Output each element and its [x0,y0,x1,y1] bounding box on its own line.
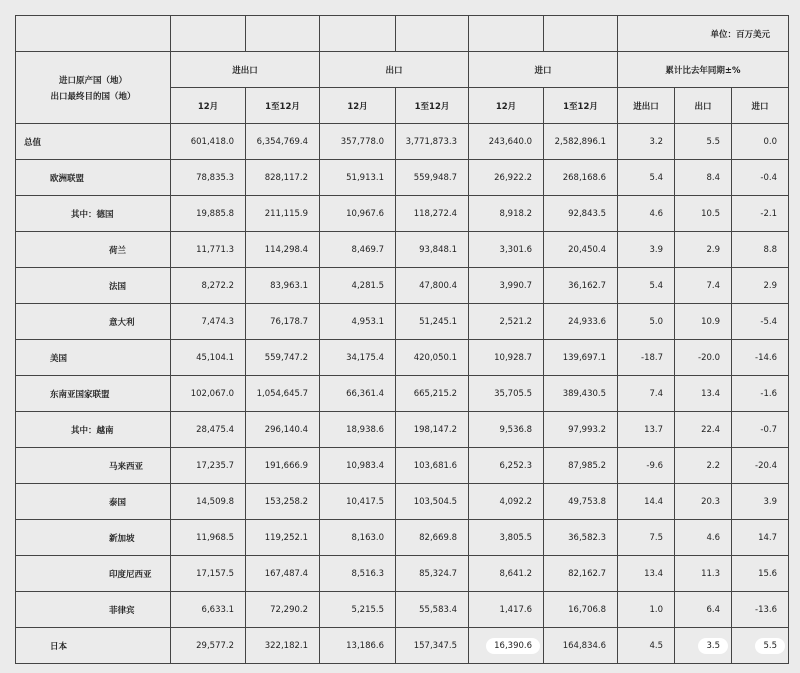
row-name: 日本 [16,628,171,664]
table-cell: 3,990.7 [469,268,544,304]
table-row [16,628,789,664]
table-cell: 8,918.2 [469,196,544,232]
table-cell: 7.4 [618,376,675,412]
unit-row [16,16,789,52]
table-cell: 8,641.2 [469,556,544,592]
table-cell: 36,162.7 [544,268,618,304]
table-row [16,196,789,232]
table-cell: 7.4 [675,268,732,304]
table-cell: -9.6 [618,448,675,484]
table-cell: 118,272.4 [396,196,469,232]
table-cell: -5.4 [732,304,789,340]
table-cell: 6,252.3 [469,448,544,484]
table-cell: 7,474.3 [171,304,246,340]
row-name: 新加坡 [16,520,171,556]
table-cell: 29,577.2 [171,628,246,664]
table-cell: 76,178.7 [246,304,320,340]
row-name: 其中：越南 [16,412,171,448]
table-cell: 2.2 [675,448,732,484]
table-cell: 20,450.4 [544,232,618,268]
table-cell: 72,290.2 [246,592,320,628]
table-row [16,160,789,196]
group-header-export: 出口 [320,52,469,88]
table-cell: 13.4 [675,376,732,412]
table-cell: 45,104.1 [171,340,246,376]
table-cell: -20.0 [675,340,732,376]
table-cell: 119,252.1 [246,520,320,556]
table-cell: 11,968.5 [171,520,246,556]
table-cell: -20.4 [732,448,789,484]
sub-header: 1至12月 [396,88,469,124]
table-cell: 2.9 [732,268,789,304]
table-cell [675,628,732,664]
table-cell: -13.6 [732,592,789,628]
table-cell: 10,983.4 [320,448,396,484]
table-cell: 198,147.2 [396,412,469,448]
row-name: 印度尼西亚 [16,556,171,592]
row-name: 马来西亚 [16,448,171,484]
table-cell: 8.4 [675,160,732,196]
table-cell: 6,354,769.4 [246,124,320,160]
table-cell: 93,848.1 [396,232,469,268]
table-cell: 83,963.1 [246,268,320,304]
table-cell: 157,347.5 [396,628,469,664]
table-cell: 10.9 [675,304,732,340]
table-cell: 10,928.7 [469,340,544,376]
table-cell: 268,168.6 [544,160,618,196]
table-cell: 13.4 [618,556,675,592]
table-cell: 211,115.9 [246,196,320,232]
table-cell: 9,536.8 [469,412,544,448]
table-cell: 22.4 [675,412,732,448]
table-cell: 8,469.7 [320,232,396,268]
table-cell: 6.4 [675,592,732,628]
table-row [16,448,789,484]
table-cell: 6,633.1 [171,592,246,628]
table-cell: 11.3 [675,556,732,592]
table-cell: 1.0 [618,592,675,628]
table-cell [732,628,789,664]
table-cell: 4.6 [618,196,675,232]
table-cell: 4,092.2 [469,484,544,520]
table-cell: 828,117.2 [246,160,320,196]
table-cell: -14.6 [732,340,789,376]
group-header-import: 进口 [469,52,618,88]
table-cell: -0.4 [732,160,789,196]
table-cell: 3.9 [618,232,675,268]
table-row [16,412,789,448]
table-cell: 14,509.8 [171,484,246,520]
table-cell: 8,272.2 [171,268,246,304]
table-cell: -2.1 [732,196,789,232]
table-cell: 92,843.5 [544,196,618,232]
table-cell: 24,933.6 [544,304,618,340]
row-name: 泰国 [16,484,171,520]
table-cell: 114,298.4 [246,232,320,268]
table-cell: 2.9 [675,232,732,268]
table-cell: -18.7 [618,340,675,376]
sub-header: 出口 [675,88,732,124]
table-cell: 78,835.3 [171,160,246,196]
table-cell: 11,771.3 [171,232,246,268]
table-cell: 3,301.6 [469,232,544,268]
table-cell: 51,245.1 [396,304,469,340]
table-cell: 51,913.1 [320,160,396,196]
table-cell: 10.5 [675,196,732,232]
row-label-import: 进口原产国（地） [58,75,127,86]
table-row [16,232,789,268]
row-name: 总值 [16,124,171,160]
table-cell: 4,281.5 [320,268,396,304]
table-cell: 4.5 [618,628,675,664]
table-cell: 167,487.4 [246,556,320,592]
table-cell: 559,747.2 [246,340,320,376]
table-cell: 243,640.0 [469,124,544,160]
table-cell: 34,175.4 [320,340,396,376]
table-cell: 164,834.6 [544,628,618,664]
table-cell: 1,417.6 [469,592,544,628]
table-cell: 14.7 [732,520,789,556]
sub-header: 1至12月 [246,88,320,124]
table-cell: 3,805.5 [469,520,544,556]
table-cell: 3,771,873.3 [396,124,469,160]
sub-header: 12月 [320,88,396,124]
table-cell: 8,516.3 [320,556,396,592]
table-row [16,592,789,628]
table-cell: 10,417.5 [320,484,396,520]
table-cell: 20.3 [675,484,732,520]
sub-header: 12月 [171,88,246,124]
row-label-header [16,52,171,124]
table-row [16,124,789,160]
sub-header: 1至12月 [544,88,618,124]
group-header-yoy: 累计比去年同期±% [618,52,789,88]
table-cell: 153,258.2 [246,484,320,520]
table-cell: 601,418.0 [171,124,246,160]
table-cell: 47,800.4 [396,268,469,304]
table-row [16,556,789,592]
table-cell: 17,157.5 [171,556,246,592]
table-cell: 18,938.6 [320,412,396,448]
highlighted-value: 16,390.6 [486,638,540,654]
table-row [16,268,789,304]
table-cell: 296,140.4 [246,412,320,448]
table-cell: -1.6 [732,376,789,412]
table-cell [469,628,544,664]
table-cell: 55,583.4 [396,592,469,628]
table-cell: 2,521.2 [469,304,544,340]
row-name: 东南亚国家联盟 [16,376,171,412]
table-cell: 7.5 [618,520,675,556]
unit-label: 单位：百万美元 [618,16,789,52]
table-cell: 102,067.0 [171,376,246,412]
sub-header: 进口 [732,88,789,124]
row-name: 法国 [16,268,171,304]
table-cell: 3.2 [618,124,675,160]
table-cell: 559,948.7 [396,160,469,196]
table-cell: 16,706.8 [544,592,618,628]
row-name: 荷兰 [16,232,171,268]
table-cell: 5.4 [618,160,675,196]
table-cell: 5,215.5 [320,592,396,628]
table-cell: 10,967.6 [320,196,396,232]
table-cell: 0.0 [732,124,789,160]
table-cell: 322,182.1 [246,628,320,664]
table-cell: 13.7 [618,412,675,448]
table-cell: 17,235.7 [171,448,246,484]
table-cell: 66,361.4 [320,376,396,412]
row-label-export: 出口最终目的国（地） [50,91,136,102]
table-cell: 4.6 [675,520,732,556]
table-cell: 85,324.7 [396,556,469,592]
highlighted-value: 3.5 [698,638,728,654]
table-cell: 5.4 [618,268,675,304]
row-name: 其中：德国 [16,196,171,232]
table-row [16,340,789,376]
table-cell: 5.5 [675,124,732,160]
table-cell: -0.7 [732,412,789,448]
table-cell: 5.0 [618,304,675,340]
table-cell: 139,697.1 [544,340,618,376]
table-cell: 1,054,645.7 [246,376,320,412]
group-header-total: 进出口 [171,52,320,88]
table-cell: 28,475.4 [171,412,246,448]
row-name: 美国 [16,340,171,376]
table-cell: 87,985.2 [544,448,618,484]
table-cell: 191,666.9 [246,448,320,484]
table-cell: 103,681.6 [396,448,469,484]
table-cell: 103,504.5 [396,484,469,520]
table-cell: 35,705.5 [469,376,544,412]
table-cell: 2,582,896.1 [544,124,618,160]
table-cell: 357,778.0 [320,124,396,160]
row-name: 意大利 [16,304,171,340]
table-cell: 13,186.6 [320,628,396,664]
table-cell: 14.4 [618,484,675,520]
row-name: 欧洲联盟 [16,160,171,196]
table-cell: 665,215.2 [396,376,469,412]
table-cell: 26,922.2 [469,160,544,196]
highlighted-value: 5.5 [755,638,785,654]
table-cell: 420,050.1 [396,340,469,376]
table-cell: 389,430.5 [544,376,618,412]
table-cell: 3.9 [732,484,789,520]
trade-table [15,15,789,664]
table-cell: 15.6 [732,556,789,592]
table-cell: 8,163.0 [320,520,396,556]
table-row [16,304,789,340]
table-row [16,484,789,520]
table-cell: 19,885.8 [171,196,246,232]
table-cell: 82,669.8 [396,520,469,556]
sub-header: 进出口 [618,88,675,124]
header-row-groups [16,52,789,88]
table-cell: 49,753.8 [544,484,618,520]
table-cell: 36,582.3 [544,520,618,556]
table-row [16,520,789,556]
row-name: 菲律宾 [16,592,171,628]
table-cell: 97,993.2 [544,412,618,448]
table-cell: 8.8 [732,232,789,268]
table-row [16,376,789,412]
table-cell: 82,162.7 [544,556,618,592]
table-cell: 4,953.1 [320,304,396,340]
sub-header: 12月 [469,88,544,124]
